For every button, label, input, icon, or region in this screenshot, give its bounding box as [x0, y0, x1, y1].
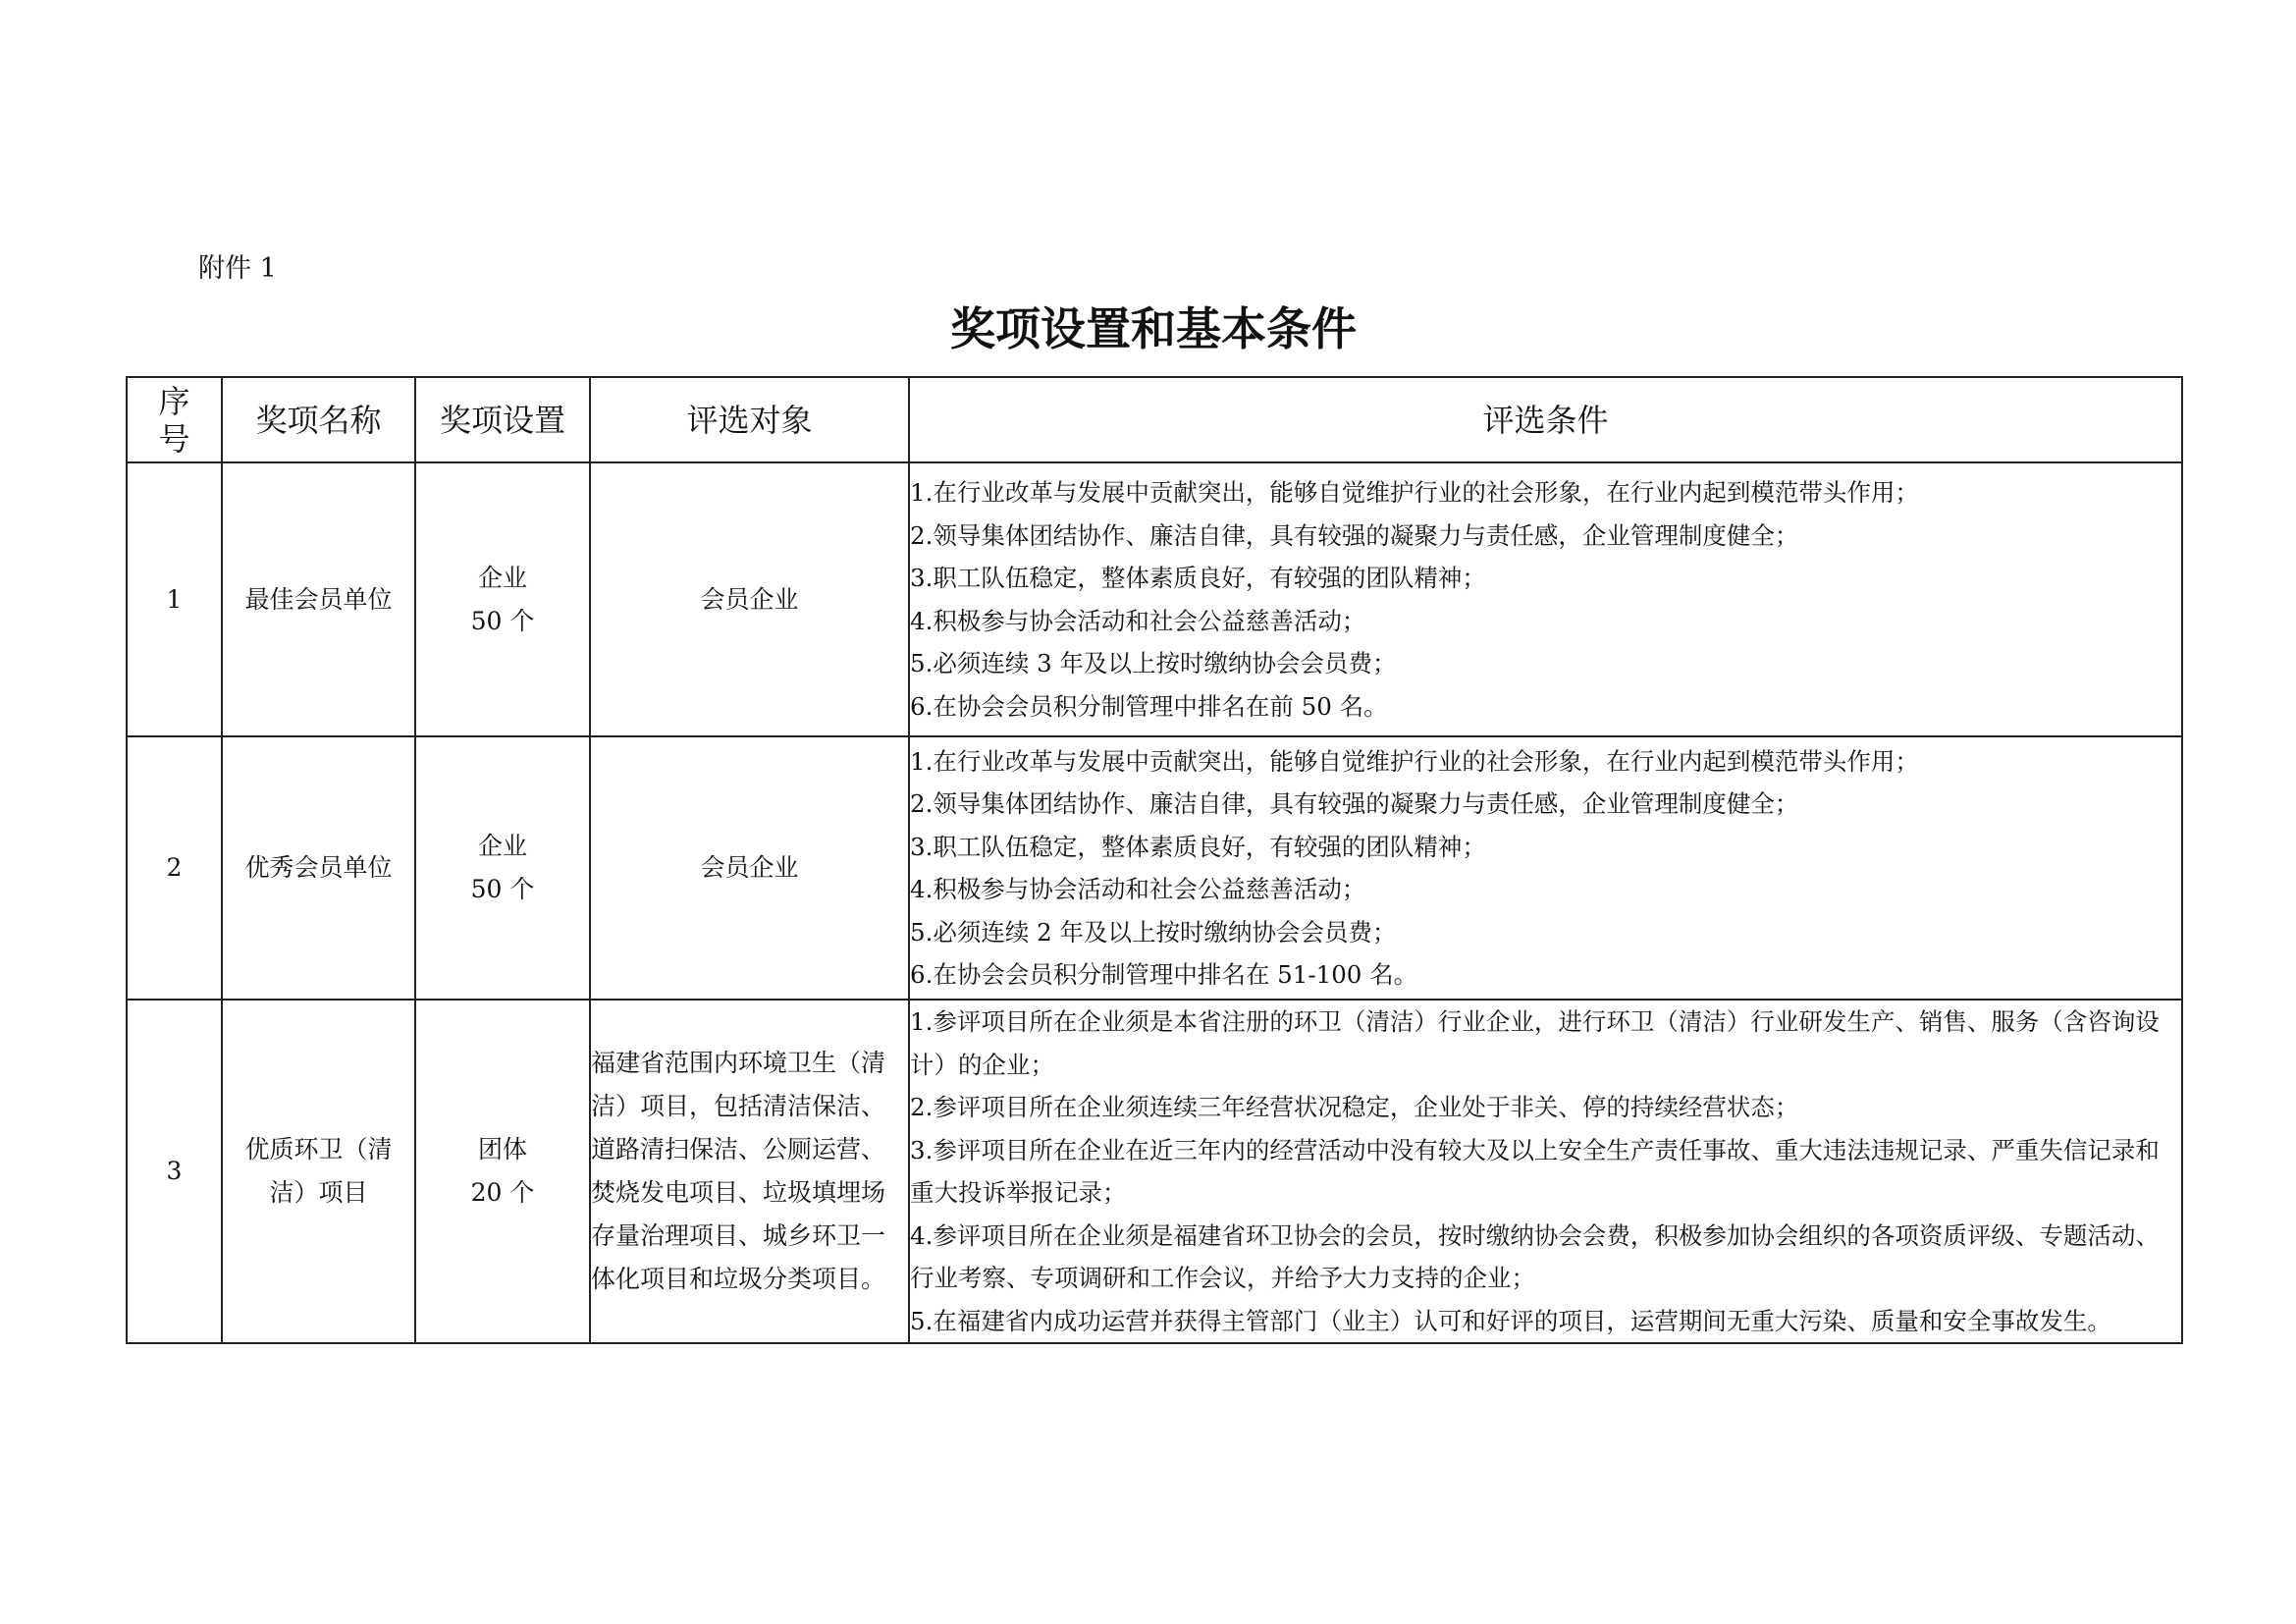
- condition-item: 5.在福建省内成功运营并获得主管部门（业主）认可和好评的项目，运营期间无重大污染、质量和安全事故发生。: [910, 1306, 2111, 1335]
- page-title: 奖项设置和基本条件: [950, 302, 1357, 355]
- table-row: [127, 462, 2182, 736]
- header-index: [127, 377, 222, 462]
- condition-item: 6.在协会会员积分制管理中排名在前 50 名。: [910, 691, 1388, 721]
- award-conditions: [909, 736, 2182, 1000]
- table-row: [127, 736, 2182, 1000]
- condition-item: 1.在行业改革与发展中贡献突出，能够自觉维护行业的社会形象，在行业内起到模范带头作用；: [910, 478, 1919, 507]
- condition-item: 1.参评项目所在企业须是本省注册的环卫（清洁）行业企业，进行环卫（清洁）行业研发生产、销售、服务（含咨询设计）的企业；: [910, 1007, 2160, 1079]
- award-target: 会员企业: [590, 736, 909, 1000]
- condition-item: 5.必须连续 3 年及以上按时缴纳协会会员费；: [910, 649, 1397, 677]
- condition-item: 2.领导集体团结协作、廉洁自律，具有较强的凝聚力与责任感，企业管理制度健全；: [910, 789, 1799, 818]
- condition-item: 4.积极参与协会活动和社会公益慈善活动；: [910, 875, 1366, 903]
- condition-item: 4.积极参与协会活动和社会公益慈善活动；: [910, 606, 1366, 635]
- award-conditions: [909, 462, 2182, 736]
- header-target: 评选对象: [590, 377, 909, 462]
- condition-item: 5.必须连续 2 年及以上按时缴纳协会会员费；: [910, 917, 1397, 947]
- condition-item: 4.参评项目所在企业须是福建省环卫协会的会员，按时缴纳协会会费，积极参加协会组织的各项资质评级、专题活动、行业考察、专项调研和工作会议，并给予大力支持的企业；: [910, 1220, 2160, 1292]
- attachment-label: 附件 1: [198, 253, 277, 284]
- award-name: 最佳会员单位: [222, 462, 415, 736]
- award-name: 优秀会员单位: [222, 736, 415, 1000]
- award-setting-type: 企业: [477, 832, 527, 860]
- award-setting: [415, 462, 590, 736]
- header-award-name: 奖项名称: [222, 377, 415, 462]
- award-setting: [415, 1000, 590, 1343]
- table-row: [127, 1000, 2182, 1343]
- award-setting-count: 50 个: [470, 875, 535, 903]
- award-target: 福建省范围内环境卫生（清洁）项目，包括清洁保洁、道路清扫保洁、公厕运营、焚烧发电项目、垃圾填埋场存量治理项目、城乡环卫一体化项目和垃圾分类项目。: [590, 1000, 909, 1343]
- condition-item: 6.在协会会员积分制管理中排名在 51-100 名。: [910, 960, 1418, 989]
- table-header-row: [127, 377, 2182, 462]
- award-setting: [415, 736, 590, 1000]
- condition-item: 3.职工队伍稳定，整体素质良好，有较强的团队精神；: [910, 564, 1486, 592]
- award-setting-type: 企业: [477, 563, 527, 592]
- header-index-line2: 号: [158, 419, 190, 458]
- award-conditions: [909, 1000, 2182, 1343]
- header-award-setting: 奖项设置: [415, 377, 590, 462]
- header-index-line1: 序: [158, 382, 190, 420]
- award-setting-count: 20 个: [470, 1178, 535, 1207]
- row-index: 2: [127, 736, 222, 1000]
- award-setting-count: 50 个: [470, 606, 535, 635]
- award-target: 会员企业: [590, 462, 909, 736]
- header-conditions: 评选条件: [909, 377, 2182, 462]
- awards-table: [126, 376, 2183, 1344]
- row-index: 1: [127, 462, 222, 736]
- award-setting-type: 团体: [477, 1135, 527, 1164]
- row-index: 3: [127, 1000, 222, 1343]
- condition-item: 3.职工队伍稳定，整体素质良好，有较强的团队精神；: [910, 832, 1486, 861]
- condition-item: 2.领导集体团结协作、廉洁自律，具有较强的凝聚力与责任感，企业管理制度健全；: [910, 520, 1799, 550]
- condition-item: 2.参评项目所在企业须连续三年经营状况稳定，企业处于非关、停的持续经营状态；: [910, 1093, 1799, 1121]
- condition-item: 1.在行业改革与发展中贡献突出，能够自觉维护行业的社会形象，在行业内起到模范带头作用；: [910, 746, 1919, 776]
- award-name: 优质环卫（清洁）项目: [222, 1000, 415, 1343]
- condition-item: 3.参评项目所在企业在近三年内的经营活动中没有较大及以上安全生产责任事故、重大违法违规记录、严重失信记录和重大投诉举报记录；: [910, 1135, 2160, 1207]
